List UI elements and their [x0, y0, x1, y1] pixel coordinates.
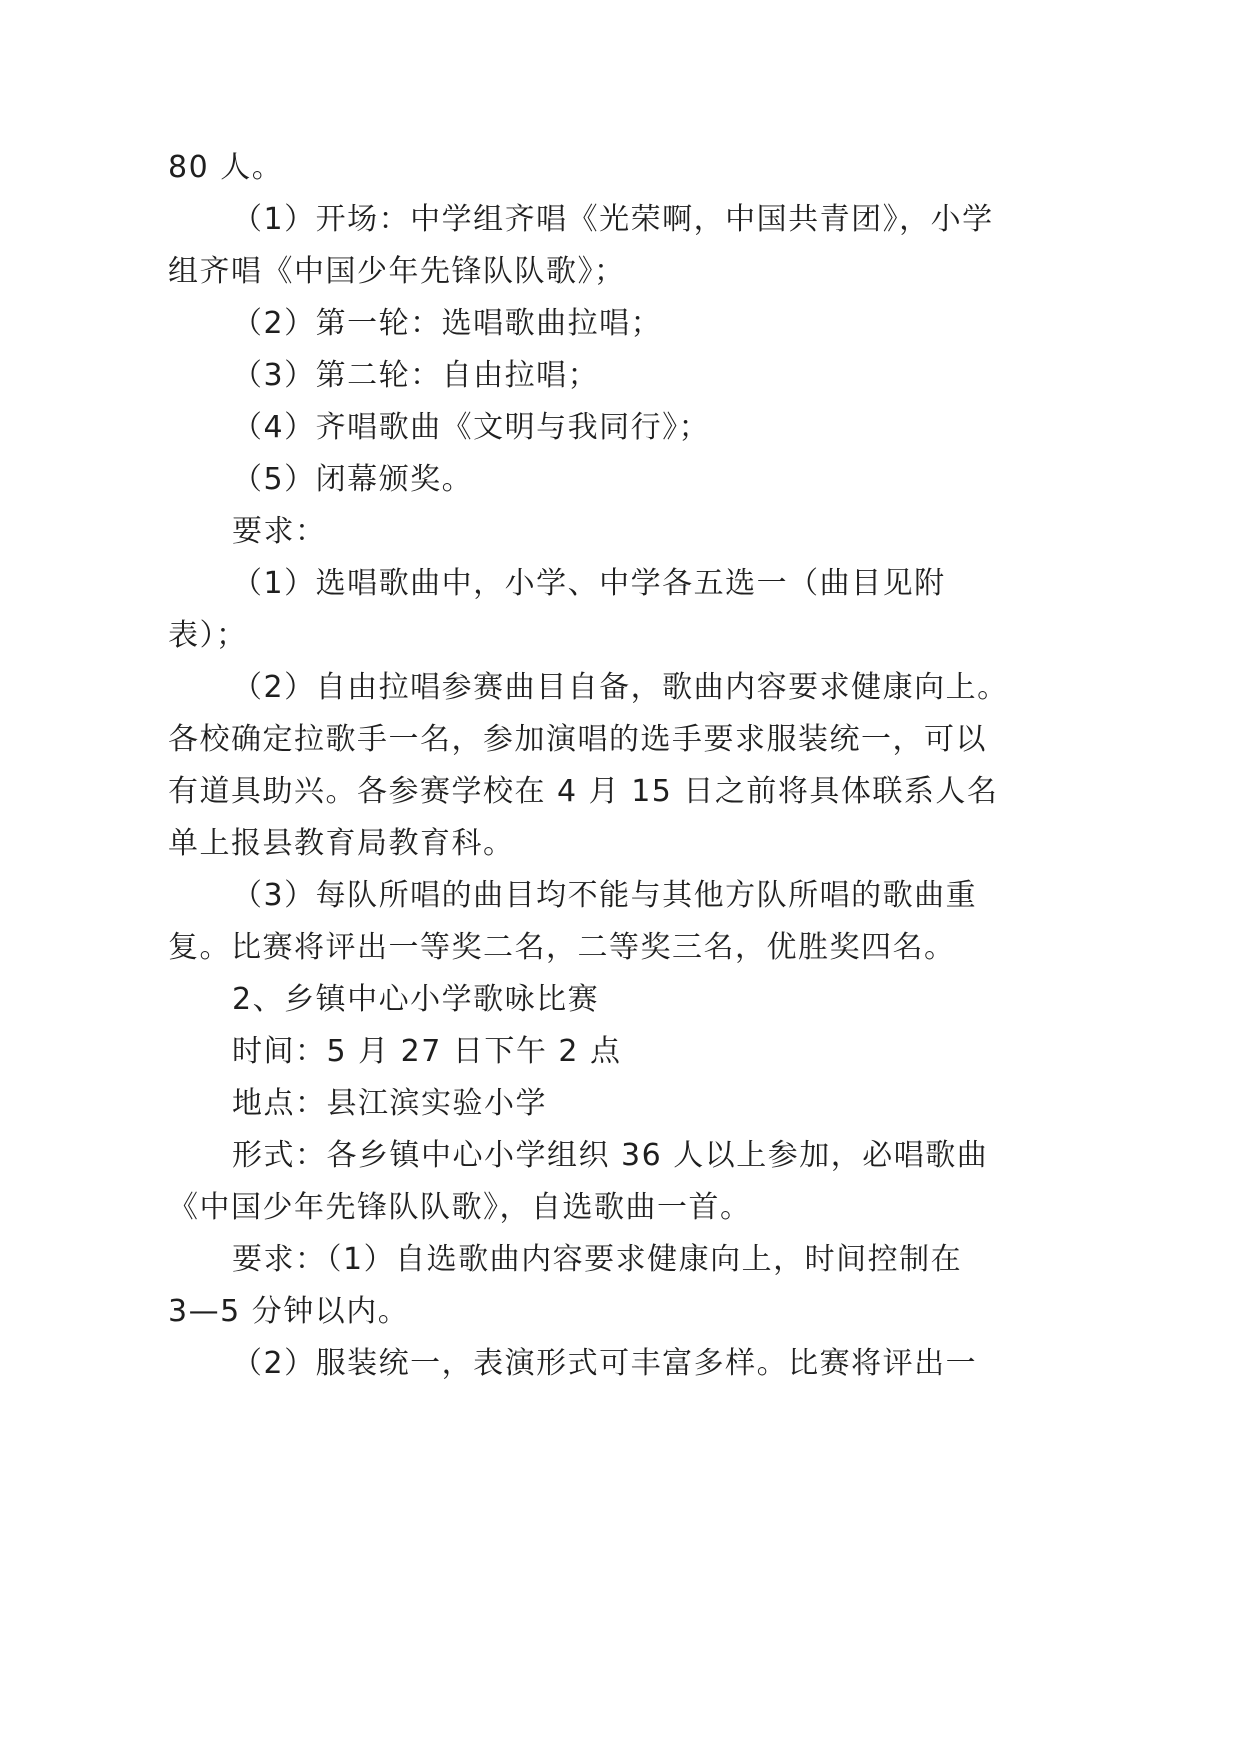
text-line: 地点：县江滨实验小学 [232, 1086, 547, 1121]
text-line: 组齐唱《中国少年先锋队队歌》； [168, 254, 626, 289]
text-line: （2）自由拉唱参赛曲目自备，歌曲内容要求健康向上。 [232, 670, 1009, 705]
section-heading: 2、乡镇中心小学歌咏比赛 [232, 982, 600, 1017]
text-line: 要求：（1）自选歌曲内容要求健康向上，时间控制在 [232, 1242, 963, 1277]
text-line: 时间：5 月 27 日下午 2 点 [232, 1034, 622, 1069]
text-line: 要求： [232, 514, 327, 549]
text-line: （1）选唱歌曲中，小学、中学各五选一（曲目见附 [232, 566, 946, 601]
text-line: 各校确定拉歌手一名，参加演唱的选手要求服装统一，可以 [168, 722, 987, 757]
text-line: （2）服装统一，表演形式可丰富多样。比赛将评出一 [232, 1346, 978, 1381]
text-line: （3）第二轮：自由拉唱； [232, 358, 600, 393]
text-line: 3—5 分钟以内。 [168, 1294, 410, 1329]
text-line: 复。比赛将评出一等奖二名，二等奖三名，优胜奖四名。 [168, 930, 956, 965]
text-line: （4）齐唱歌曲《文明与我同行》； [232, 410, 711, 445]
text-line: （3）每队所唱的曲目均不能与其他方队所唱的歌曲重 [232, 878, 978, 913]
text-line: 形式：各乡镇中心小学组织 36 人以上参加，必唱歌曲 [232, 1138, 989, 1173]
text-line: （2）第一轮：选唱歌曲拉唱； [232, 306, 663, 341]
text-line: 单上报县教育局教育科。 [168, 826, 515, 861]
text-line: 表）； [168, 618, 248, 653]
text-line: （1）开场：中学组齐唱《光荣啊，中国共青团》，小学 [232, 202, 994, 237]
text-line: 80 人。 [168, 150, 284, 185]
text-line: （5）闭幕颁奖。 [232, 462, 474, 497]
text-line: 有道具助兴。各参赛学校在 4 月 15 日之前将具体联系人名 [168, 774, 999, 809]
text-line: 《中国少年先锋队队歌》，自选歌曲一首。 [168, 1190, 752, 1225]
